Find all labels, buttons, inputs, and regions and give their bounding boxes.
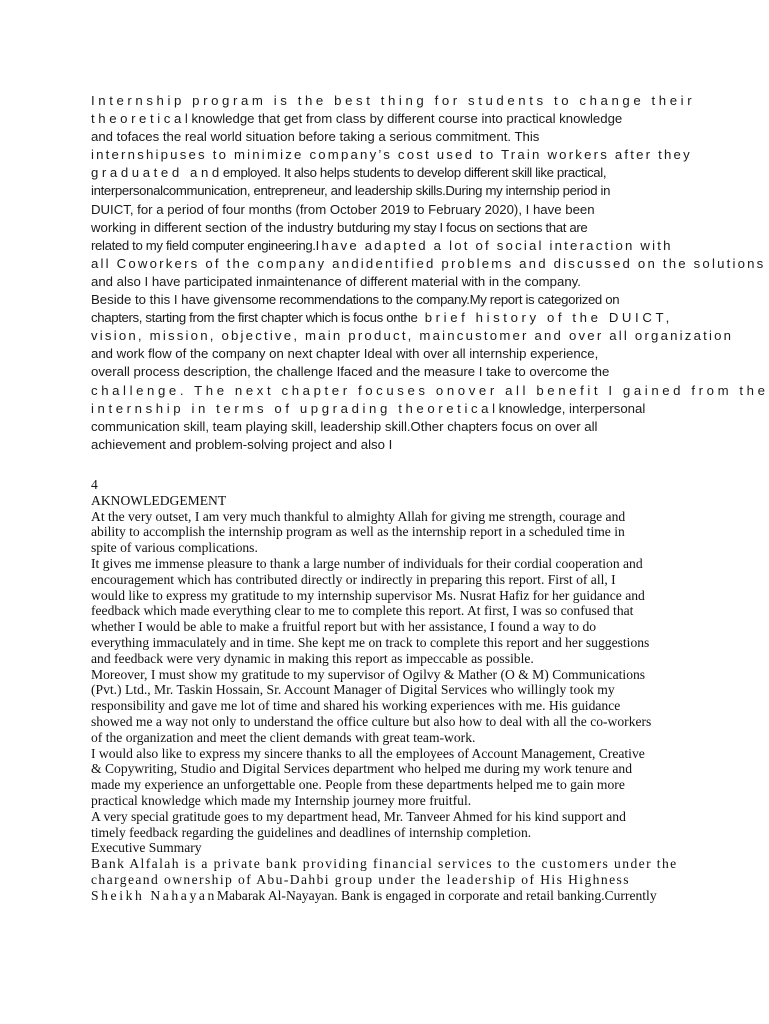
text-run: and feedback were very dynamic in making this report as impeccable as possible. — [91, 650, 534, 666]
text-run: all Coworkers of the company andidentified problems and discussed on the solutions — [91, 255, 766, 271]
body-text-line — [91, 888, 691, 904]
paragraph-line — [91, 255, 766, 273]
text-run: and tofaces the real world situation before taking a serious commitment. This — [91, 129, 540, 145]
text-run: theoretical — [91, 111, 192, 127]
body-text-line — [91, 714, 691, 730]
body-text-line — [91, 588, 691, 604]
text-run: Executive Summary — [91, 840, 202, 856]
text-run: related to my field computer engineering. — [91, 237, 316, 253]
text-run: Beside to this I have given — [91, 292, 245, 308]
paragraph-line — [91, 291, 681, 309]
paragraph-line — [91, 110, 681, 128]
paragraph-line — [91, 164, 681, 182]
text-run: & Copywriting, Studio and Digital Services department who helped me during my work tenure and — [91, 761, 633, 777]
body-text-line — [91, 619, 691, 635]
body-text-line — [91, 872, 691, 888]
text-run: spite of various complications. — [91, 540, 258, 556]
text-run: made my experience an unforgettable one. People from these departments helped me to gain more — [91, 777, 625, 793]
text-run: graduated and — [91, 165, 223, 181]
body-text-line — [91, 493, 691, 509]
internship-summary-paragraph — [91, 92, 769, 454]
body-text-line — [91, 793, 691, 809]
text-run: DUICT, for a period of four months (from October 2019 to February 2020), I have been — [91, 201, 595, 217]
text-run: whether I would be able to make a fruitful report but with her assistance, I found a way to do — [91, 619, 597, 635]
text-run: Bank Alfalah is a private bank providing financial services to the customers under the — [91, 856, 678, 872]
text-run: ability to accomplish the internship program as well as the internship report in a scheduled time in — [91, 524, 625, 540]
acknowledgement-section — [91, 477, 691, 904]
body-text-line — [91, 856, 691, 872]
paragraph-line — [91, 327, 734, 345]
text-run: vision, mission, objective, main product, maincustomer and over all organization — [91, 328, 734, 344]
body-text-line — [91, 840, 691, 856]
paragraph-line — [91, 92, 696, 110]
text-run: brief history of the DUICT, — [417, 310, 673, 326]
text-run: It gives me immense pleasure to thank a large number of individuals for their cordial cooperation and — [91, 555, 643, 571]
text-run: practical knowledge which made my Internship journey more fruitful. — [91, 792, 472, 808]
text-run: chargeand ownership of Abu-Dahbi group under the leadership of His Highness — [91, 871, 630, 887]
paragraph-line — [91, 182, 681, 200]
text-run: I would also like to express my sincere thanks to all the employees of Account Management, Creative — [91, 745, 645, 761]
body-text-line — [91, 777, 691, 793]
text-run: Ihave adapted a lot of social interaction with — [315, 237, 673, 253]
text-run: interpersonalcommunication, entrepreneur, and leadership skills.During my internship period in — [91, 183, 611, 199]
paragraph-line — [91, 418, 681, 436]
text-run: feedback which made everything clear to me to complete this report. At first, I was so confused that — [91, 603, 634, 619]
paragraph-line — [91, 128, 681, 146]
text-run: during my stay I focus on sections that are — [355, 219, 588, 235]
body-text-line — [91, 667, 691, 683]
paragraph-line — [91, 146, 692, 164]
body-text-line — [91, 524, 691, 540]
text-run: some recommendations to the company.My report is categorized on — [244, 292, 620, 308]
text-run: and also I have participated inmaintenance of different material with in the company. — [91, 273, 581, 289]
text-run: everything immaculately and in time. She kept me on track to complete this report and her suggestions — [91, 634, 650, 650]
body-text-line — [91, 809, 691, 825]
text-run: chapters, starting from the first chapter which is focus onthe — [91, 310, 418, 326]
paragraph-line — [91, 309, 681, 327]
text-run: working in different section of the industry but — [91, 219, 356, 235]
text-run: internship in terms of upgrading theoretical — [91, 400, 499, 416]
body-text-line — [91, 682, 691, 698]
paragraph-line — [91, 436, 681, 454]
text-run: communication skill, team playing skill, leadership skill.Other chapters focus on over all — [91, 418, 598, 434]
paragraph-line — [91, 382, 769, 400]
text-run: (Pvt.) Ltd., Mr. Taskin Hossain, Sr. Account Manager of Digital Services who willingly took my — [91, 682, 615, 698]
text-run: timely feedback regarding the guidelines and deadlines of internship completion. — [91, 824, 532, 840]
body-text-line — [91, 635, 691, 651]
paragraph-line — [91, 237, 681, 255]
text-run: would like to express my gratitude to my internship supervisor Ms. Nusrat Hafiz for her guidance and — [91, 587, 645, 603]
body-text-line — [91, 556, 691, 572]
text-run: overall process description, the challenge Ifaced and the measure I take to overcome the — [91, 364, 610, 380]
text-run: knowledge that get from class by different course into practical knowledge — [191, 111, 623, 127]
text-run: Sheikh Nahayan — [91, 887, 217, 903]
text-run: At the very outset, I am very much thankful to almighty Allah for giving me strength, courage and — [91, 508, 626, 524]
body-text-line — [91, 651, 691, 667]
text-run: employed. It also helps students to develop different skill like practical, — [222, 165, 607, 181]
body-text-line — [91, 540, 691, 556]
body-text-line — [91, 603, 691, 619]
body-text-line — [91, 825, 691, 841]
paragraph-line — [91, 345, 681, 363]
paragraph-line — [91, 201, 681, 219]
body-text-line — [91, 746, 691, 762]
text-run: encouragement which has contributed directly or indirectly in preparing this report. First of all, I — [91, 571, 616, 587]
text-run: A very special gratitude goes to my department head, Mr. Tanveer Ahmed for his kind support and — [91, 808, 626, 824]
text-run: and work flow of the company on next chapter Ideal with over all internship experience, — [91, 346, 599, 362]
text-run: Mabarak Al-Nayayan. Bank is engaged in corporate and retail banking.Currently — [216, 887, 657, 903]
text-run: internshipuses to minimize company’s cost used to Train workers after they — [91, 147, 692, 163]
body-text-line — [91, 698, 691, 714]
text-run: showed me a way not only to understand the office culture but also how to deal with all the co-workers — [91, 713, 652, 729]
text-run: Internship program is the best thing for students to change their — [91, 93, 696, 108]
text-run: responsibility and gave me lot of time and shared his working experiences with me. His guidance — [91, 698, 621, 714]
text-run: Moreover, I must show my gratitude to my supervisor of Ogilvy & Mather (O & M) Communications — [91, 666, 646, 682]
body-text-line — [91, 509, 691, 525]
paragraph-line — [91, 273, 681, 291]
paragraph-line — [91, 219, 681, 237]
body-text-line — [91, 730, 691, 746]
text-run: of the organization and meet the client demands with great team-work. — [91, 729, 476, 745]
body-text-line — [91, 761, 691, 777]
paragraph-line — [91, 363, 681, 381]
text-run: achievement and problem-solving project and also I — [91, 436, 393, 452]
paragraph-line — [91, 400, 681, 418]
page-number: 4 — [91, 477, 98, 492]
body-text-line — [91, 572, 691, 588]
text-run: knowledge, interpersonal — [498, 400, 646, 416]
text-run: challenge. The next chapter focuses onover all benefit I gained from the — [91, 382, 769, 398]
text-run: AKNOWLEDGEMENT — [91, 492, 227, 508]
